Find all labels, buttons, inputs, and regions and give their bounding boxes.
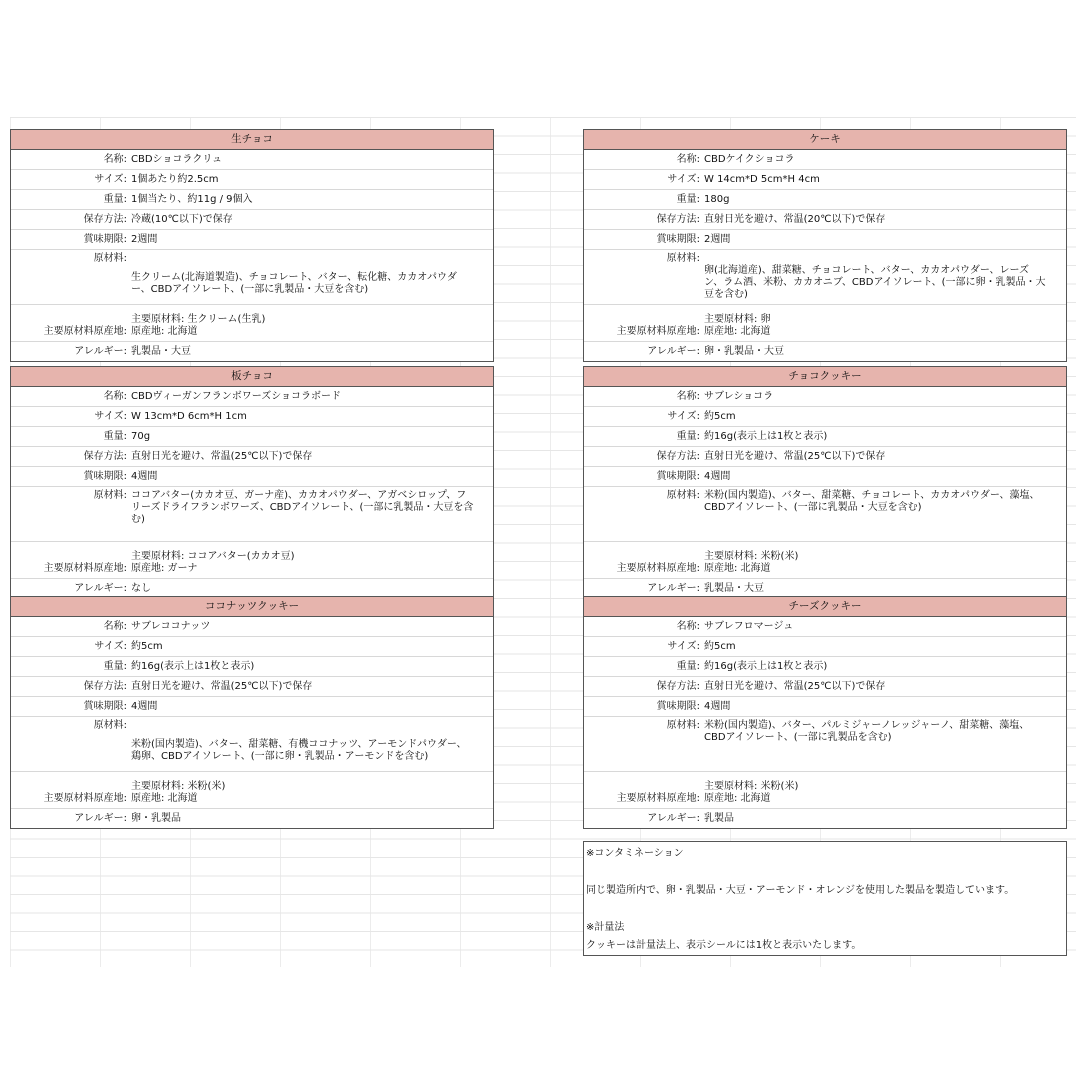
- product-name: CBDケイクショコラ: [704, 153, 795, 165]
- name-row: 名称: CBDケイクショコラ: [584, 150, 1066, 170]
- ingredients-row: 原材料: 米粉(国内製造)、バター、甜菜糖、チョコレート、カカオパウダー、藻塩、 CBDアイソレート、(一部に乳製品・大豆を含む): [584, 487, 1066, 542]
- ingredients-row: 原材料: 生クリーム(北海道製造)、チョコレート、バター、転化糖、カカオパウダ ー、CBDアイソレート、(一部に乳製品・大豆を含む): [11, 250, 493, 305]
- product-weight: 180g: [704, 193, 730, 205]
- origin-row: 主要原材料原産地: 主要原材料: 米粉(米) 原産地: 北海道: [584, 772, 1066, 809]
- measure-text: クッキーは計量法上、表示シールには1枚と表示いたします。: [586, 940, 862, 951]
- product-allergy: 乳製品: [704, 812, 734, 824]
- origin-row: 主要原材料原産地: 主要原材料: ココアバター(カカオ豆) 原産地: ガーナ: [11, 542, 493, 579]
- weight-row: 重量: 約16g(表示上は1枚と表示): [584, 657, 1066, 677]
- allergy-row: アレルギー: 卵・乳製品・大豆: [584, 342, 1066, 361]
- product-ingredients: 米粉(国内製造)、バター、甜菜糖、チョコレート、カカオパウダー、藻塩、 CBDアイソレート、(一部に乳製品・大豆を含む): [704, 490, 1040, 513]
- product-ingredients: 卵(北海道産)、甜菜糖、チョコレート、バター、カカオパウダー、レーズ ン、ラム酒、米粉、カカオニブ、CBDアイソレート、(一部に卵・乳製品・大 豆を含む): [704, 265, 1046, 300]
- expiry-row: 賞味期限: 4週間: [11, 467, 493, 487]
- origin: 原産地: 北海道: [131, 326, 198, 337]
- product-ingredients: 生クリーム(北海道製造)、チョコレート、バター、転化糖、カカオパウダ ー、CBDアイソレート、(一部に乳製品・大豆を含む): [131, 272, 457, 295]
- main-material: 主要原材料: 卵: [704, 314, 771, 325]
- size-row: サイズ: W 13cm*D 6cm*H 1cm: [11, 407, 493, 427]
- product-expiry: 4週間: [704, 700, 731, 712]
- name-row: 名称: CBDショコラクリュ: [11, 150, 493, 170]
- ingredients-row: 原材料: 米粉(国内製造)、バター、パルミジャーノレッジャーノ、甜菜糖、藻塩、 CBDアイソレート、(一部に乳製品を含む): [584, 717, 1066, 772]
- card-title: チーズクッキー: [584, 597, 1066, 617]
- weight-row: 重量: 1個当たり、約11g / 9個入: [11, 190, 493, 210]
- product-card-ita-choco: [10, 366, 494, 599]
- product-weight: 約16g(表示上は1枚と表示): [131, 660, 255, 672]
- product-allergy: 卵・乳製品: [131, 812, 181, 824]
- product-size: 1個あたり約2.5cm: [131, 173, 219, 185]
- product-weight: 70g: [131, 430, 151, 442]
- allergy-row: アレルギー: 乳製品: [584, 809, 1066, 828]
- name-row: 名称: CBDヴィーガンフランボワーズショコラボード: [11, 387, 493, 407]
- origin-row: 主要原材料原産地: 主要原材料: 卵 原産地: 北海道: [584, 305, 1066, 342]
- product-allergy: なし: [131, 582, 151, 594]
- storage-row: 保存方法: 直射日光を避け、常温(25℃以下)で保存: [11, 677, 493, 697]
- contamination-title: ※コンタミネーション: [586, 848, 684, 859]
- name-row: 名称: サブレフロマージュ: [584, 617, 1066, 637]
- size-row: サイズ: W 14cm*D 5cm*H 4cm: [584, 170, 1066, 190]
- product-card-cake: [583, 129, 1067, 362]
- storage-row: 保存方法: 直射日光を避け、常温(25℃以下)で保存: [11, 447, 493, 467]
- product-ingredients: 米粉(国内製造)、バター、甜菜糖、有機ココナッツ、アーモンドパウダー、 鶏卵、CBDアイソレート、(一部に卵・乳製品・アーモンドを含む): [131, 739, 467, 762]
- product-card-cheese-cookie: [583, 596, 1067, 829]
- expiry-row: 賞味期限: 4週間: [584, 467, 1066, 487]
- product-name: サブレフロマージュ: [704, 620, 794, 632]
- card-title: 生チョコ: [11, 130, 493, 150]
- product-card-coconut-cookie: [10, 596, 494, 829]
- origin: 原産地: 北海道: [131, 793, 198, 804]
- card-title: チョコクッキー: [584, 367, 1066, 387]
- measure-title: ※計量法: [586, 922, 625, 933]
- origin: 原産地: 北海道: [704, 793, 771, 804]
- product-allergy: 卵・乳製品・大豆: [704, 345, 784, 357]
- origin: 原産地: 北海道: [704, 326, 771, 337]
- product-weight: 1個当たり、約11g / 9個入: [131, 193, 253, 205]
- product-storage: 冷蔵(10℃以下)で保存: [131, 213, 233, 225]
- size-row: サイズ: 約5cm: [584, 637, 1066, 657]
- origin-row: 主要原材料原産地: 主要原材料: 米粉(米) 原産地: 北海道: [584, 542, 1066, 579]
- main-material: 主要原材料: 生クリーム(生乳): [131, 314, 266, 325]
- card-title: 板チョコ: [11, 367, 493, 387]
- product-weight: 約16g(表示上は1枚と表示): [704, 430, 828, 442]
- ingredients-row: 原材料: 卵(北海道産)、甜菜糖、チョコレート、バター、カカオパウダー、レーズ ン、ラム酒、米粉、カカオニブ、CBDアイソレート、(一部に卵・乳製品・大 豆を含む): [584, 250, 1066, 305]
- product-allergy: 乳製品・大豆: [131, 345, 191, 357]
- main-material: 主要原材料: 米粉(米): [131, 781, 226, 792]
- expiry-row: 賞味期限: 4週間: [11, 697, 493, 717]
- product-size: 約5cm: [704, 410, 736, 422]
- product-expiry: 4週間: [704, 470, 731, 482]
- product-name: CBDショコラクリュ: [131, 153, 223, 165]
- main-material: 主要原材料: ココアバター(カカオ豆): [131, 551, 295, 562]
- weight-row: 重量: 約16g(表示上は1枚と表示): [584, 427, 1066, 447]
- name-row: 名称: サブレショコラ: [584, 387, 1066, 407]
- product-expiry: 4週間: [131, 700, 158, 712]
- product-weight: 約16g(表示上は1枚と表示): [704, 660, 828, 672]
- storage-row: 保存方法: 直射日光を避け、常温(25℃以下)で保存: [584, 677, 1066, 697]
- size-row: サイズ: 1個あたり約2.5cm: [11, 170, 493, 190]
- product-size: 約5cm: [131, 640, 163, 652]
- notes-box: [583, 841, 1067, 956]
- origin-row: 主要原材料原産地: 主要原材料: 生クリーム(生乳) 原産地: 北海道: [11, 305, 493, 342]
- product-name: サブレココナッツ: [131, 620, 211, 632]
- card-title: ココナッツクッキー: [11, 597, 493, 617]
- size-row: サイズ: 約5cm: [584, 407, 1066, 427]
- product-name: CBDヴィーガンフランボワーズショコラボード: [131, 390, 342, 402]
- product-card-choco-cookie: [583, 366, 1067, 599]
- product-storage: 直射日光を避け、常温(20℃以下)で保存: [704, 213, 886, 225]
- origin: 原産地: ガーナ: [131, 563, 198, 574]
- origin-row: 主要原材料原産地: 主要原材料: 米粉(米) 原産地: 北海道: [11, 772, 493, 809]
- allergy-row: アレルギー: 乳製品・大豆: [584, 579, 1066, 598]
- product-card-nama-choco: [10, 129, 494, 362]
- product-storage: 直射日光を避け、常温(25℃以下)で保存: [131, 680, 313, 692]
- ingredients-row: 原材料: ココアバター(カカオ豆、ガーナ産)、カカオパウダー、アガベシロップ、フ リーズドライフランボワーズ、CBDアイソレート、(一部に乳製品・大豆を含 む): [11, 487, 493, 542]
- ingredients-row: 原材料: 米粉(国内製造)、バター、甜菜糖、有機ココナッツ、アーモンドパウダー、 鶏卵、CBDアイソレート、(一部に卵・乳製品・アーモンドを含む): [11, 717, 493, 772]
- expiry-row: 賞味期限: 2週間: [11, 230, 493, 250]
- product-ingredients: 米粉(国内製造)、バター、パルミジャーノレッジャーノ、甜菜糖、藻塩、 CBDアイソレート、(一部に乳製品を含む): [704, 720, 1030, 743]
- product-ingredients: ココアバター(カカオ豆、ガーナ産)、カカオパウダー、アガベシロップ、フ リーズドライフランボワーズ、CBDアイソレート、(一部に乳製品・大豆を含 む): [131, 490, 474, 525]
- allergy-row: アレルギー: 乳製品・大豆: [11, 342, 493, 361]
- card-title: ケーキ: [584, 130, 1066, 150]
- origin: 原産地: 北海道: [704, 563, 771, 574]
- expiry-row: 賞味期限: 4週間: [584, 697, 1066, 717]
- product-size: 約5cm: [704, 640, 736, 652]
- product-expiry: 2週間: [131, 233, 158, 245]
- product-storage: 直射日光を避け、常温(25℃以下)で保存: [131, 450, 313, 462]
- product-storage: 直射日光を避け、常温(25℃以下)で保存: [704, 680, 886, 692]
- name-row: 名称: サブレココナッツ: [11, 617, 493, 637]
- product-expiry: 4週間: [131, 470, 158, 482]
- weight-row: 重量: 70g: [11, 427, 493, 447]
- allergy-row: アレルギー: 卵・乳製品: [11, 809, 493, 828]
- product-allergy: 乳製品・大豆: [704, 582, 764, 594]
- storage-row: 保存方法: 冷蔵(10℃以下)で保存: [11, 210, 493, 230]
- main-material: 主要原材料: 米粉(米): [704, 781, 799, 792]
- expiry-row: 賞味期限: 2週間: [584, 230, 1066, 250]
- product-name: サブレショコラ: [704, 390, 774, 402]
- allergy-row: アレルギー: なし: [11, 579, 493, 598]
- contamination-text: 同じ製造所内で、卵・乳製品・大豆・アーモンド・オレンジを使用した製品を製造しています。: [586, 885, 1015, 896]
- product-expiry: 2週間: [704, 233, 731, 245]
- storage-row: 保存方法: 直射日光を避け、常温(25℃以下)で保存: [584, 447, 1066, 467]
- size-row: サイズ: 約5cm: [11, 637, 493, 657]
- product-storage: 直射日光を避け、常温(25℃以下)で保存: [704, 450, 886, 462]
- storage-row: 保存方法: 直射日光を避け、常温(20℃以下)で保存: [584, 210, 1066, 230]
- weight-row: 重量: 約16g(表示上は1枚と表示): [11, 657, 493, 677]
- product-size: W 14cm*D 5cm*H 4cm: [704, 173, 820, 185]
- weight-row: 重量: 180g: [584, 190, 1066, 210]
- main-material: 主要原材料: 米粉(米): [704, 551, 799, 562]
- product-size: W 13cm*D 6cm*H 1cm: [131, 410, 247, 422]
